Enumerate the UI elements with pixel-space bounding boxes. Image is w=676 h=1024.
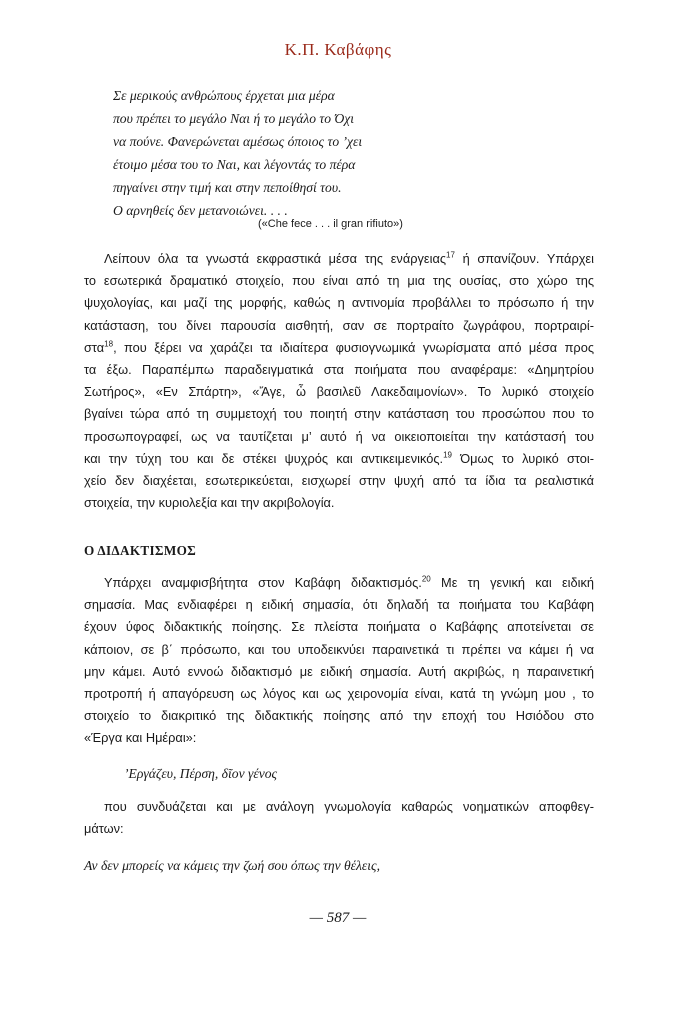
paragraph-1 bbox=[84, 248, 594, 514]
footnote-ref[interactable]: 18 bbox=[104, 339, 114, 349]
paragraph-line: στα$^{18}$, που ξέρει να χαράζει τα ιδιαίτερα φυσιογνωμικά γνωρίσματα από μέσα προς bbox=[84, 339, 594, 355]
paragraph-line: έχουν ύφος διδακτικής ποίησης. Σε πλείστα ποιήματα ο Καβάφης αποτείνεται σε bbox=[84, 619, 594, 635]
paragraph-line: που συνδυάζεται και με ανάλογη γνωμολογία καθαρώς νοηματικών αποφθεγ- bbox=[104, 799, 594, 814]
paragraph-line: χείο δεν διαχέεται, εσωτερικεύεται, εισχωρεί στην ψυχή από τα ίδια τα ρεαλιστικά bbox=[84, 473, 594, 489]
poem-source: («Che fece . . . il gran rifiuto») bbox=[258, 218, 403, 230]
poem-line: έτοιμο μέσα του το Ναι, και λέγοντάς το πέρα bbox=[113, 157, 356, 172]
paragraph-2 bbox=[84, 572, 594, 750]
paragraph-line: βγαίνει τώρα από τη συμμετοχή του ποιητή στην κατάσταση του προσώπου που το bbox=[84, 406, 594, 422]
footnote-ref[interactable]: 19 bbox=[443, 450, 452, 460]
paragraph-line: στοιχείο το διακριτικό της διδακτικής ποίησης από την εποχή του Ησιόδου στο bbox=[84, 708, 594, 724]
paragraph-line: και την τύχη του και δε στέκει ψυχρός και αντικειμενικός.$^{19}$ Όμως το λυρικό στοι- bbox=[84, 450, 594, 466]
paragraph-line: το εσωτερικά δραματικό στοιχείο, που είναι από τη μια της ουσίας, στο χώρο της bbox=[84, 273, 594, 289]
paragraph-line: κατάσταση, του δίνει παρουσία αισθητή, σαν σε πορτραίτο ζωγράφου, πορτραιρί- bbox=[84, 317, 594, 333]
paragraph-line: κάποιον, σε β΄ πρόσωπο, και του υποδεικνύει παραινετικά τι πρέπει να κάμει ή να bbox=[84, 641, 594, 657]
paragraph-3 bbox=[84, 796, 594, 840]
hesiod-quote: ’Εργάζευ, Πέρση, δῖον γένος bbox=[124, 766, 278, 781]
poem-excerpt bbox=[113, 84, 433, 222]
paragraph-line: Λείπουν όλα τα γνωστά εκφραστικά μέσα της ενάργειας$^{17}$ ή σπανίζουν. Υπάρχει bbox=[104, 250, 594, 266]
paragraph-line: Σωτήρος», «Εν Σπάρτη», «Ἄγε, ὦ βασιλεῦ Λακεδαιμονίων». Το λυρικό στοιχείο bbox=[84, 384, 594, 400]
poem-line: πηγαίνει στην τιμή και στην πεποίθησί του. bbox=[113, 180, 342, 195]
section-heading: Ο ΔΙΔΑΚΤΙΣΜΟΣ bbox=[84, 543, 197, 558]
paragraph-line: ψυχολογίας, και μαζί της μορφής, καθώς η αντινομία προβάλλει το πρόσωπο ή την bbox=[84, 295, 594, 311]
paragraph-line: Υπάρχει αναμφισβήτητα στον Καβάφη διδακτισμός.$^{20}$ Με τη γενική και ειδική bbox=[104, 574, 595, 590]
paragraph-line: τα έξω. Παραπέμπω παραδειγματικά στα ποιήματα που αναφέραμε: «Δημητρίου bbox=[84, 362, 594, 378]
paragraph-line: προσωπογραφεί, ως να ταυτίζεται μ’ αυτό ή να οικειοποιείται την κατάστασή του bbox=[84, 428, 594, 444]
page-number: — 587 — bbox=[309, 910, 367, 926]
paragraph-line: στοιχεία, την κυριολεξία και την ακριβολογία. bbox=[84, 495, 335, 511]
running-head: Κ.Π. Καβάφης bbox=[284, 40, 392, 59]
poem-line: Ο αρνηθείς δεν μετανοιώνει. . . . bbox=[113, 203, 288, 218]
poem-line: που πρέπει το μεγάλο Ναι ή το μεγάλο το Όχι bbox=[113, 111, 355, 126]
paragraph-line: προτροπή ή απαγόρευση ως λόγος και ως χειρονομία είναι, κατά τη γνώμη μου , το bbox=[84, 686, 594, 702]
footnote-ref[interactable]: 20 bbox=[421, 574, 431, 584]
footnote-ref[interactable]: 17 bbox=[446, 250, 455, 260]
poem-line: να πούνε. Φανερώνεται αμέσως όποιος το ’χει bbox=[113, 134, 363, 149]
poem-quote: Αν δεν μπορείς να κάμεις την ζωή σου όπως την θέλεις, bbox=[84, 858, 380, 873]
paragraph-line: μάτων: bbox=[84, 821, 124, 837]
poem-line: Σε μερικούς ανθρώπους έρχεται μια μέρα bbox=[113, 88, 335, 103]
paragraph-line: μην κάμει. Αυτό εννοώ διδακτισμό με ειδική σημασία. Αυτή ακριβώς, η παραινετική bbox=[84, 663, 594, 679]
paragraph-line: «Έργα και Ημέραι»: bbox=[84, 730, 197, 746]
paragraph-line: σημασία. Μας ενδιαφέρει η ειδική σημασία, ότι δηλαδή τα ποιήματα του Καβάφη bbox=[84, 597, 594, 613]
